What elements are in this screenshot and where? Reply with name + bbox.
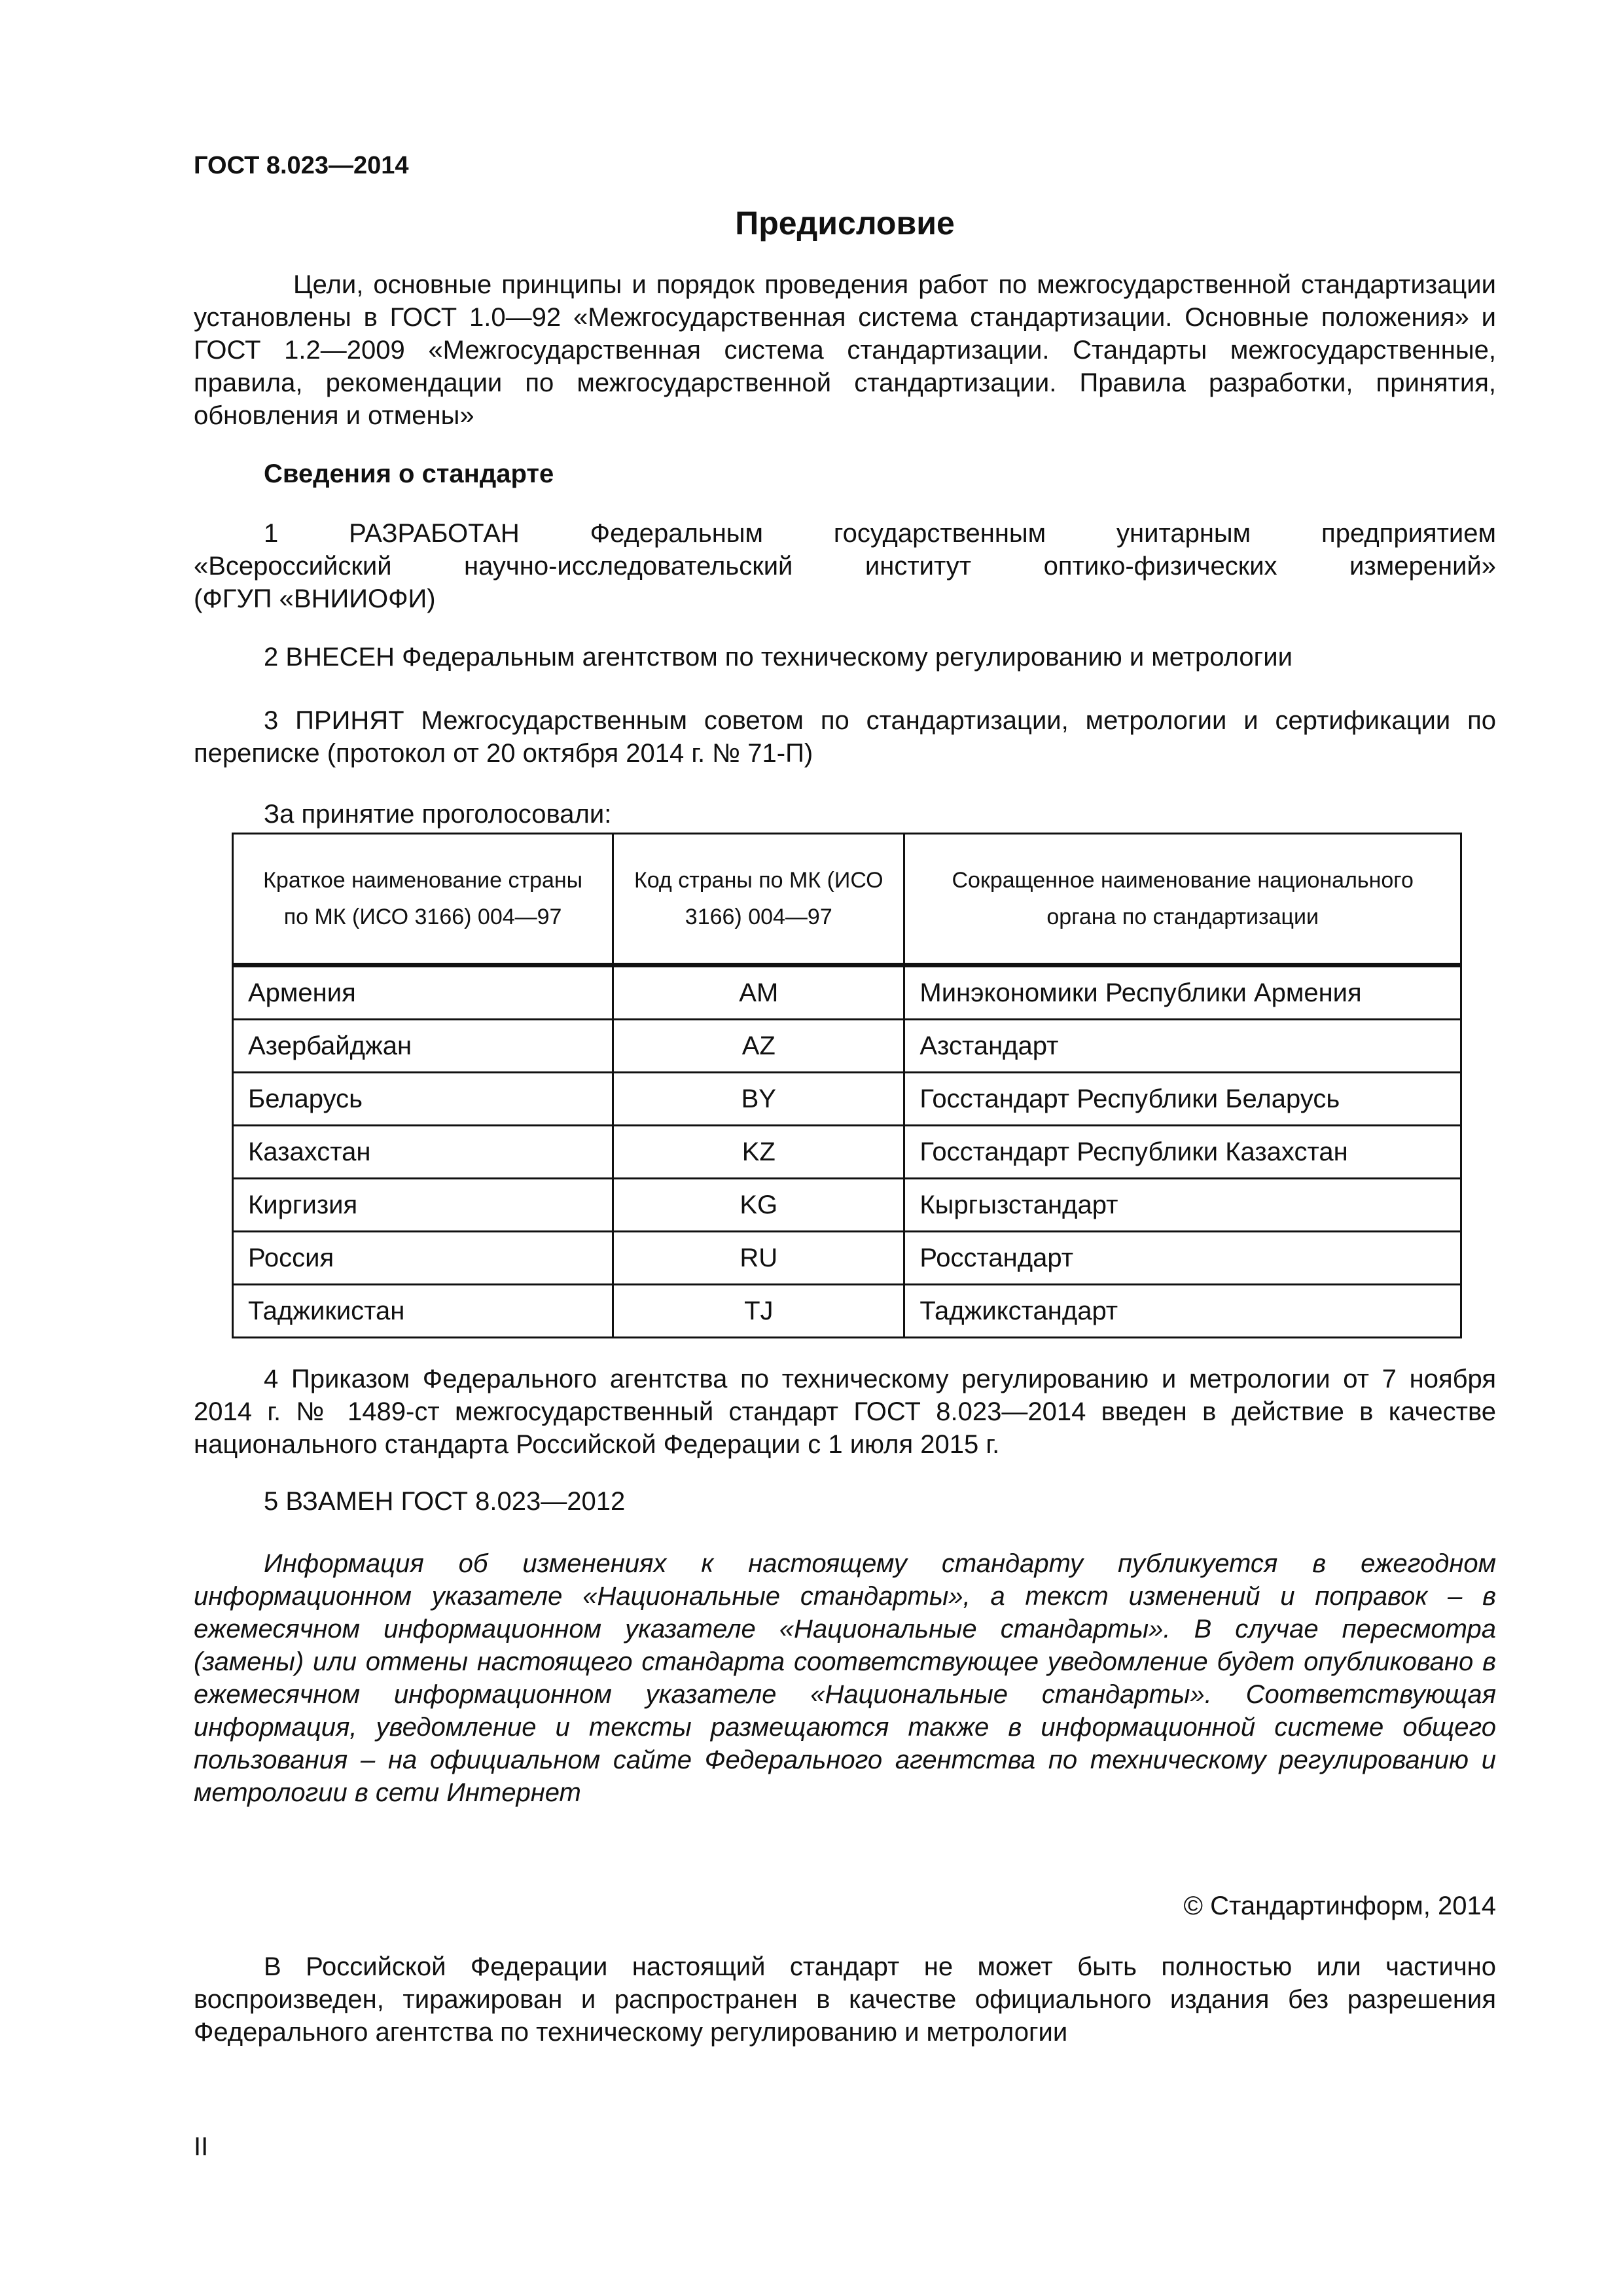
document-header: ГОСТ 8.023—2014: [194, 152, 409, 179]
cell-code: RU: [613, 1232, 904, 1285]
item-3: 3 ПРИНЯТ Межгосударственным советом по стандартизации, метрологии и сертификации по переписке (протокол от 20 октября 2014 г. № 71-П): [194, 706, 1496, 768]
cell-code: KG: [613, 1179, 904, 1232]
change-notice: Информация об изменениях к настоящему стандарту публикуется в ежегодном информационном указателе «Национальные стандарты», а текст изменений и поправок – в ежемесячном информационном указателе «Национальные стандарты». В случае пересмотра (замены) или отмены настоящего стандарта соответствующее уведомление будет опубликовано в ежемесячном информационном указателе «Национальные стандарты». Соответствующая информация, уведомление и тексты размещаются также в информационной системе общего пользования – на официальном сайте Федерального агентства по техническому регулированию и метрологии в сети Интернет: [194, 1549, 1496, 1807]
cell-body: Азстандарт: [904, 1020, 1461, 1073]
table-row: [233, 1020, 1461, 1073]
item-4: 4 Приказом Федерального агентства по техническому регулированию и метрологии от 7 ноября 2014 г. № 1489-ст межгосударственный стандарт ГОСТ 8.023—2014 введен в действие в качестве национального стандарта Российской Федерации с 1 июля 2015 г.: [194, 1365, 1496, 1459]
item-1-line-1: 1 РАЗРАБОТАН Федеральным государственным унитарным предприятием: [264, 519, 1496, 548]
cell-country: Казахстан: [233, 1126, 613, 1179]
item-2: 2 ВНЕСЕН Федеральным агентством по техническому регулированию и метрологии: [264, 643, 1293, 672]
cell-country: Армения: [233, 965, 613, 1020]
cell-country: Россия: [233, 1232, 613, 1285]
voting-table: [232, 833, 1462, 1338]
table-row: [233, 1126, 1461, 1179]
column-header-body: Сокращенное наименование национального органа по стандартизации: [904, 834, 1461, 965]
column-header-code: Код страны по МК (ИСО 3166) 004—97: [613, 834, 904, 965]
table-header-row: [233, 834, 1461, 965]
cell-code: AZ: [613, 1020, 904, 1073]
cell-body: Минэкономики Республики Армения: [904, 965, 1461, 1020]
cell-body: Госстандарт Республики Беларусь: [904, 1073, 1461, 1126]
table-row: [233, 1073, 1461, 1126]
cell-code: BY: [613, 1073, 904, 1126]
table-row: [233, 1232, 1461, 1285]
table-row: [233, 965, 1461, 1020]
reproduction-notice: В Российской Федерации настоящий стандарт не может быть полностью или частично воспроизведен, тиражирован и распространен в качестве официального издания без разрешения Федерального агентства по техническому регулированию и метрологии: [194, 1952, 1496, 2047]
column-header-country: Краткое наименование страны по МК (ИСО 3166) 004—97: [233, 834, 613, 965]
table-row: [233, 1285, 1461, 1338]
cell-country: Беларусь: [233, 1073, 613, 1126]
table-row: [233, 1179, 1461, 1232]
vote-caption: За принятие проголосовали:: [264, 800, 612, 829]
item-5: 5 ВЗАМЕН ГОСТ 8.023—2012: [264, 1487, 626, 1516]
cell-country: Таджикистан: [233, 1285, 613, 1338]
cell-country: Киргизия: [233, 1179, 613, 1232]
intro-paragraph: Цели, основные принципы и порядок проведения работ по межгосударственной стандартизации установлены в ГОСТ 1.0—92 «Межгосударственная система стандартизации. Основные положения» и ГОСТ 1.2—2009 «Межгосударственная система стандартизации. Стандарты межгосударственные, правила, рекомендации по межгосударственной стандартизации. Правила разработки, принятия, обновления и отмены»: [194, 270, 1496, 430]
page-title: Предисловие: [735, 205, 955, 242]
item-1-line-3: (ФГУП «ВНИИОФИ): [194, 584, 436, 613]
cell-body: Госстандарт Республики Казахстан: [904, 1126, 1461, 1179]
item-1-line-2: «Всероссийский научно-исследовательский институт оптико-физических измерений»: [194, 552, 1496, 581]
copyright: © Стандартинформ, 2014: [1183, 1892, 1496, 1920]
page-number: II: [194, 2132, 209, 2161]
cell-code: TJ: [613, 1285, 904, 1338]
cell-body: Росстандарт: [904, 1232, 1461, 1285]
cell-code: AM: [613, 965, 904, 1020]
cell-country: Азербайджан: [233, 1020, 613, 1073]
cell-body: Таджикстандарт: [904, 1285, 1461, 1338]
cell-code: KZ: [613, 1126, 904, 1179]
standard-info-heading: Сведения о стандарте: [264, 459, 554, 488]
cell-body: Кыргызстандарт: [904, 1179, 1461, 1232]
